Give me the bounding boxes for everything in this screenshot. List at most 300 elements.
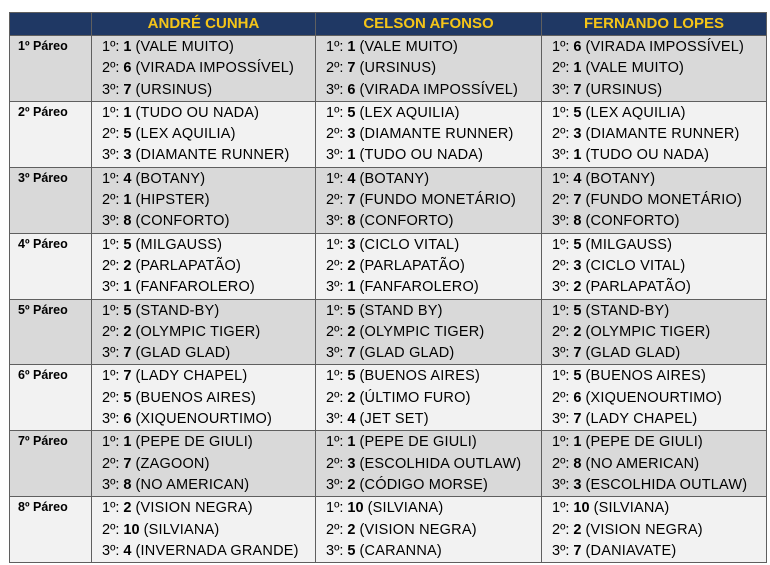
prediction-cell xyxy=(316,101,542,167)
pick-number: 2 xyxy=(347,389,356,406)
pick-line xyxy=(102,541,315,562)
pick-position: 3º: xyxy=(552,279,570,296)
pick-number: 7 xyxy=(123,345,132,362)
pick-number: 3 xyxy=(573,257,582,274)
pick-horse-name: (LEX AQUILIA) xyxy=(359,104,460,121)
pick-position: 1º: xyxy=(552,236,570,253)
pick-horse-name: (VIRADA IMPOSSÍVEL) xyxy=(135,60,295,77)
pick-position: 2º: xyxy=(326,60,344,77)
pick-horse-name: (ZAGOON) xyxy=(135,455,210,472)
pick-line xyxy=(552,432,766,453)
pick-number: 5 xyxy=(347,302,356,319)
pick-number: 1 xyxy=(573,60,582,77)
pick-position: 3º: xyxy=(552,476,570,493)
pick-number: 7 xyxy=(123,455,132,472)
pick-position: 3º: xyxy=(102,213,120,230)
pick-horse-name: (VISION NEGRA) xyxy=(585,521,703,538)
pick-line xyxy=(326,432,541,453)
pick-horse-name: (VISION NEGRA) xyxy=(135,500,253,517)
pick-position: 1º: xyxy=(552,39,570,55)
pick-line xyxy=(552,388,766,409)
pick-line xyxy=(326,388,541,409)
pick-position: 3º: xyxy=(552,213,570,230)
pick-number: 2 xyxy=(347,521,356,538)
pick-number: 7 xyxy=(123,368,132,385)
pick-horse-name: (GLAD GLAD) xyxy=(135,345,231,362)
pick-horse-name: (FUNDO MONETÁRIO) xyxy=(359,192,516,209)
pick-number: 3 xyxy=(347,455,356,472)
pick-line xyxy=(326,190,541,211)
pick-number: 5 xyxy=(573,368,582,385)
pick-horse-name: (JET SET) xyxy=(359,411,429,428)
pick-number: 2 xyxy=(123,257,132,274)
pick-horse-name: (STAND BY) xyxy=(359,302,443,319)
pick-horse-name: (XIQUENOURTIMO) xyxy=(585,389,722,406)
pick-number: 5 xyxy=(347,368,356,385)
pick-line xyxy=(552,498,766,519)
pick-horse-name: (ÚLTIMO FURO) xyxy=(359,389,471,406)
pick-number: 6 xyxy=(123,411,132,428)
pick-number: 7 xyxy=(573,345,582,362)
pick-line xyxy=(326,103,541,124)
pick-line xyxy=(326,475,541,496)
pick-horse-name: (STAND-BY) xyxy=(135,302,220,319)
pick-horse-name: (CONFORTO) xyxy=(585,213,680,230)
header-fernando-lopes: FERNANDO LOPES xyxy=(542,13,767,36)
pick-number: 7 xyxy=(573,411,582,428)
pick-line xyxy=(552,256,766,277)
pick-horse-name: (GLAD GLAD) xyxy=(585,345,681,362)
pick-horse-name: (DIAMANTE RUNNER) xyxy=(135,147,290,164)
pick-number: 8 xyxy=(573,213,582,230)
pick-line xyxy=(326,277,541,298)
pick-line xyxy=(552,37,766,58)
pick-number: 1 xyxy=(573,147,582,164)
pick-line xyxy=(552,343,766,364)
pick-position: 2º: xyxy=(552,192,570,209)
prediction-cell xyxy=(316,365,542,431)
prediction-cell xyxy=(316,233,542,299)
pick-number: 1 xyxy=(123,279,132,296)
pick-position: 1º: xyxy=(552,434,570,451)
pick-horse-name: (NO AMERICAN) xyxy=(135,476,250,493)
pick-position: 1º: xyxy=(102,236,120,253)
pick-line xyxy=(552,454,766,475)
pick-horse-name: (PEPE DE GIULI) xyxy=(135,434,253,451)
prediction-cell xyxy=(316,431,542,497)
pick-position: 3º: xyxy=(552,542,570,559)
pick-number: 1 xyxy=(573,434,582,451)
pick-position: 3º: xyxy=(102,345,120,362)
pick-position: 2º: xyxy=(552,60,570,77)
pick-position: 1º: xyxy=(326,170,344,187)
pick-number: 6 xyxy=(123,60,132,77)
pick-horse-name: (HIPSTER) xyxy=(135,192,210,209)
pick-position: 2º: xyxy=(326,323,344,340)
prediction-cell xyxy=(92,101,316,167)
prediction-cell xyxy=(542,101,767,167)
pick-position: 1º: xyxy=(552,500,570,517)
pick-line xyxy=(102,409,315,430)
pick-horse-name: (CICLO VITAL) xyxy=(585,257,686,274)
pick-position: 2º: xyxy=(552,257,570,274)
pick-position: 3º: xyxy=(326,279,344,296)
pick-line xyxy=(326,256,541,277)
pick-line xyxy=(552,366,766,387)
pick-position: 3º: xyxy=(326,476,344,493)
pick-position: 1º: xyxy=(102,434,120,451)
pick-horse-name: (PARLAPATÃO) xyxy=(585,279,692,296)
pick-number: 8 xyxy=(123,213,132,230)
pick-number: 10 xyxy=(347,500,364,517)
header-andre-cunha: ANDRÉ CUNHA xyxy=(92,13,316,36)
pick-position: 1º: xyxy=(102,368,120,385)
pick-position: 3º: xyxy=(102,476,120,493)
pick-line xyxy=(326,498,541,519)
pick-horse-name: (TUDO OU NADA) xyxy=(135,104,260,121)
pick-line xyxy=(552,277,766,298)
pick-horse-name: (PARLAPATÃO) xyxy=(135,257,242,274)
pick-line xyxy=(102,58,315,79)
pick-number: 6 xyxy=(573,389,582,406)
pick-number: 5 xyxy=(347,104,356,121)
pick-position: 2º: xyxy=(552,126,570,143)
pick-horse-name: (PEPE DE GIULI) xyxy=(585,434,703,451)
prediction-cell xyxy=(542,36,767,102)
pick-position: 3º: xyxy=(326,542,344,559)
pick-number: 7 xyxy=(573,81,582,98)
pick-position: 2º: xyxy=(326,521,344,538)
pick-number: 3 xyxy=(573,126,582,143)
pick-number: 1 xyxy=(347,279,356,296)
pick-number: 3 xyxy=(347,126,356,143)
pick-position: 1º: xyxy=(552,302,570,319)
pick-horse-name: (DANIAVATE) xyxy=(585,542,677,559)
pick-line xyxy=(102,256,315,277)
pick-number: 8 xyxy=(123,476,132,493)
pick-horse-name: (FUNDO MONETÁRIO) xyxy=(585,192,742,209)
pick-line xyxy=(552,520,766,541)
pick-line xyxy=(102,235,315,256)
pick-line xyxy=(326,169,541,190)
pick-line xyxy=(326,454,541,475)
pick-number: 2 xyxy=(573,279,582,296)
pick-number: 2 xyxy=(347,476,356,493)
pick-horse-name: (OLYMPIC TIGER) xyxy=(585,323,711,340)
pick-number: 2 xyxy=(573,323,582,340)
pick-line xyxy=(326,80,541,101)
pick-horse-name: (VISION NEGRA) xyxy=(359,521,477,538)
pick-horse-name: (SILVIANA) xyxy=(143,521,220,538)
pick-number: 6 xyxy=(573,39,582,55)
pick-number: 5 xyxy=(123,389,132,406)
pick-position: 1º: xyxy=(102,500,120,517)
pick-number: 8 xyxy=(347,213,356,230)
pick-horse-name: (DIAMANTE RUNNER) xyxy=(585,126,740,143)
pick-position: 1º: xyxy=(326,104,344,121)
pick-line xyxy=(552,80,766,101)
pick-number: 3 xyxy=(347,236,356,253)
pick-position: 3º: xyxy=(552,345,570,362)
pick-position: 1º: xyxy=(326,236,344,253)
pick-line xyxy=(102,80,315,101)
pick-line xyxy=(552,190,766,211)
pick-line xyxy=(552,169,766,190)
pick-number: 1 xyxy=(123,434,132,451)
pick-line xyxy=(326,301,541,322)
table-row xyxy=(10,299,767,365)
pick-horse-name: (CICLO VITAL) xyxy=(359,236,460,253)
pick-line xyxy=(326,211,541,232)
prediction-cell xyxy=(542,233,767,299)
pick-horse-name: (MILGAUSS) xyxy=(135,236,223,253)
pick-line xyxy=(326,366,541,387)
pick-horse-name: (CARANNA) xyxy=(359,542,442,559)
pick-horse-name: (XIQUENOURTIMO) xyxy=(135,411,272,428)
pick-line xyxy=(102,388,315,409)
pick-number: 5 xyxy=(123,302,132,319)
pick-number: 7 xyxy=(573,542,582,559)
pick-line xyxy=(102,432,315,453)
pick-line xyxy=(326,145,541,166)
pick-horse-name: (DIAMANTE RUNNER) xyxy=(359,126,514,143)
pick-position: 3º: xyxy=(102,81,120,98)
prediction-cell xyxy=(316,167,542,233)
race-label: 4º Páreo xyxy=(10,233,92,299)
pick-line xyxy=(326,541,541,562)
pick-position: 1º: xyxy=(552,104,570,121)
pick-horse-name: (TUDO OU NADA) xyxy=(359,147,484,164)
pick-horse-name: (GLAD GLAD) xyxy=(359,345,455,362)
pick-number: 4 xyxy=(123,542,132,559)
pick-number: 2 xyxy=(573,521,582,538)
predictions-table xyxy=(9,12,767,563)
pick-line xyxy=(102,37,315,58)
pick-position: 3º: xyxy=(326,147,344,164)
pick-number: 1 xyxy=(123,104,132,121)
pick-position: 3º: xyxy=(102,542,120,559)
header-corner xyxy=(10,13,92,36)
pick-horse-name: (PEPE DE GIULI) xyxy=(359,434,477,451)
pick-line xyxy=(102,366,315,387)
table-row xyxy=(10,233,767,299)
pick-number: 5 xyxy=(573,236,582,253)
prediction-cell xyxy=(92,233,316,299)
pick-number: 8 xyxy=(573,455,582,472)
pick-line xyxy=(326,322,541,343)
pick-line xyxy=(552,58,766,79)
pick-position: 2º: xyxy=(102,455,120,472)
pick-horse-name: (CONFORTO) xyxy=(359,213,454,230)
pick-horse-name: (FANFAROLERO) xyxy=(359,279,479,296)
pick-position: 3º: xyxy=(326,81,344,98)
pick-number: 2 xyxy=(123,500,132,517)
pick-line xyxy=(102,301,315,322)
pick-position: 1º: xyxy=(326,500,344,517)
pick-number: 1 xyxy=(347,39,356,55)
pick-horse-name: (LADY CHAPEL) xyxy=(585,411,698,428)
pick-position: 3º: xyxy=(552,81,570,98)
pick-horse-name: (BOTANY) xyxy=(359,170,430,187)
pick-position: 1º: xyxy=(552,170,570,187)
pick-horse-name: (CÓDIGO MORSE) xyxy=(359,476,488,493)
prediction-cell xyxy=(92,365,316,431)
pick-line xyxy=(102,343,315,364)
pick-horse-name: (FANFAROLERO) xyxy=(135,279,255,296)
race-label: 3º Páreo xyxy=(10,167,92,233)
pick-number: 7 xyxy=(123,81,132,98)
pick-position: 3º: xyxy=(102,279,120,296)
pick-horse-name: (LEX AQUILIA) xyxy=(585,104,686,121)
pick-number: 7 xyxy=(347,60,356,77)
pick-line xyxy=(102,475,315,496)
pick-horse-name: (URSINUS) xyxy=(585,81,663,98)
pick-position: 2º: xyxy=(102,389,120,406)
pick-number: 1 xyxy=(347,434,356,451)
table-row xyxy=(10,365,767,431)
pick-position: 1º: xyxy=(326,302,344,319)
pick-horse-name: (ESCOLHIDA OUTLAW) xyxy=(359,455,522,472)
pick-number: 3 xyxy=(123,147,132,164)
pick-horse-name: (VIRADA IMPOSSÍVEL) xyxy=(359,81,519,98)
pick-line xyxy=(552,235,766,256)
header-celson-afonso: CELSON AFONSO xyxy=(316,13,542,36)
race-label: 8º Páreo xyxy=(10,497,92,563)
pick-horse-name: (VIRADA IMPOSSÍVEL) xyxy=(585,39,745,55)
pick-line xyxy=(102,322,315,343)
pick-position: 1º: xyxy=(552,368,570,385)
pick-position: 1º: xyxy=(326,434,344,451)
pick-position: 2º: xyxy=(552,455,570,472)
pick-horse-name: (BUENOS AIRES) xyxy=(585,368,706,385)
pick-horse-name: (BUENOS AIRES) xyxy=(359,368,480,385)
pick-horse-name: (STAND-BY) xyxy=(585,302,670,319)
pick-line xyxy=(326,37,541,58)
pick-horse-name: (URSINUS) xyxy=(135,81,213,98)
pick-number: 1 xyxy=(123,192,132,209)
pick-line xyxy=(102,169,315,190)
pick-position: 2º: xyxy=(326,192,344,209)
pick-position: 2º: xyxy=(102,60,120,77)
pick-line xyxy=(102,520,315,541)
pick-position: 1º: xyxy=(326,368,344,385)
pick-horse-name: (INVERNADA GRANDE) xyxy=(135,542,299,559)
pick-line xyxy=(326,58,541,79)
pick-horse-name: (BOTANY) xyxy=(135,170,206,187)
pick-horse-name: (SILVIANA) xyxy=(593,500,670,517)
pick-horse-name: (LEX AQUILIA) xyxy=(135,126,236,143)
pick-number: 4 xyxy=(123,170,132,187)
pick-horse-name: (BOTANY) xyxy=(585,170,656,187)
pick-position: 2º: xyxy=(102,521,120,538)
pick-position: 1º: xyxy=(102,170,120,187)
pick-line xyxy=(552,211,766,232)
pick-position: 2º: xyxy=(102,257,120,274)
pick-number: 4 xyxy=(347,170,356,187)
prediction-cell xyxy=(542,365,767,431)
pick-position: 2º: xyxy=(552,323,570,340)
pick-line xyxy=(326,409,541,430)
pick-number: 7 xyxy=(573,192,582,209)
pick-line xyxy=(552,541,766,562)
pick-number: 3 xyxy=(573,476,582,493)
pick-position: 1º: xyxy=(102,39,120,55)
pick-number: 6 xyxy=(347,81,356,98)
pick-number: 1 xyxy=(123,39,132,55)
prediction-cell xyxy=(542,167,767,233)
pick-line xyxy=(326,124,541,145)
pick-position: 2º: xyxy=(326,389,344,406)
pick-line xyxy=(552,475,766,496)
pick-horse-name: (LADY CHAPEL) xyxy=(135,368,248,385)
pick-line xyxy=(102,190,315,211)
pick-number: 7 xyxy=(347,345,356,362)
pick-position: 2º: xyxy=(552,521,570,538)
pick-position: 3º: xyxy=(326,411,344,428)
table-row xyxy=(10,431,767,497)
pick-number: 2 xyxy=(347,257,356,274)
pick-line xyxy=(102,103,315,124)
pick-line xyxy=(552,145,766,166)
prediction-cell xyxy=(92,36,316,102)
prediction-cell xyxy=(316,36,542,102)
pick-horse-name: (CONFORTO) xyxy=(135,213,230,230)
race-label: 7º Páreo xyxy=(10,431,92,497)
table-body xyxy=(10,36,767,563)
pick-line xyxy=(552,409,766,430)
pick-position: 3º: xyxy=(102,411,120,428)
pick-line xyxy=(102,498,315,519)
pick-position: 2º: xyxy=(326,257,344,274)
pick-horse-name: (VALE MUITO) xyxy=(135,39,235,55)
pick-horse-name: (OLYMPIC TIGER) xyxy=(359,323,485,340)
pick-line xyxy=(552,322,766,343)
prediction-cell xyxy=(542,299,767,365)
pick-horse-name: (MILGAUSS) xyxy=(585,236,673,253)
pick-position: 3º: xyxy=(326,345,344,362)
pick-horse-name: (TUDO OU NADA) xyxy=(585,147,710,164)
pick-position: 1º: xyxy=(102,104,120,121)
prediction-cell xyxy=(542,497,767,563)
table-row xyxy=(10,101,767,167)
prediction-cell xyxy=(92,167,316,233)
pick-horse-name: (URSINUS) xyxy=(359,60,437,77)
prediction-cell xyxy=(316,299,542,365)
pick-horse-name: (ESCOLHIDA OUTLAW) xyxy=(585,476,748,493)
pick-horse-name: (SILVIANA) xyxy=(367,500,444,517)
pick-position: 2º: xyxy=(102,192,120,209)
pick-position: 3º: xyxy=(102,147,120,164)
pick-number: 2 xyxy=(347,323,356,340)
table-row xyxy=(10,36,767,102)
pick-line xyxy=(326,520,541,541)
pick-line xyxy=(102,211,315,232)
prediction-cell xyxy=(316,497,542,563)
table-row xyxy=(10,497,767,563)
pick-number: 4 xyxy=(573,170,582,187)
pick-horse-name: (VALE MUITO) xyxy=(585,60,685,77)
pick-position: 3º: xyxy=(552,147,570,164)
pick-position: 1º: xyxy=(326,39,344,55)
pick-horse-name: (PARLAPATÃO) xyxy=(359,257,466,274)
pick-position: 1º: xyxy=(102,302,120,319)
pick-position: 2º: xyxy=(326,126,344,143)
race-label: 5º Páreo xyxy=(10,299,92,365)
pick-number: 5 xyxy=(573,302,582,319)
prediction-cell xyxy=(92,431,316,497)
prediction-cell xyxy=(92,299,316,365)
pick-line xyxy=(552,103,766,124)
